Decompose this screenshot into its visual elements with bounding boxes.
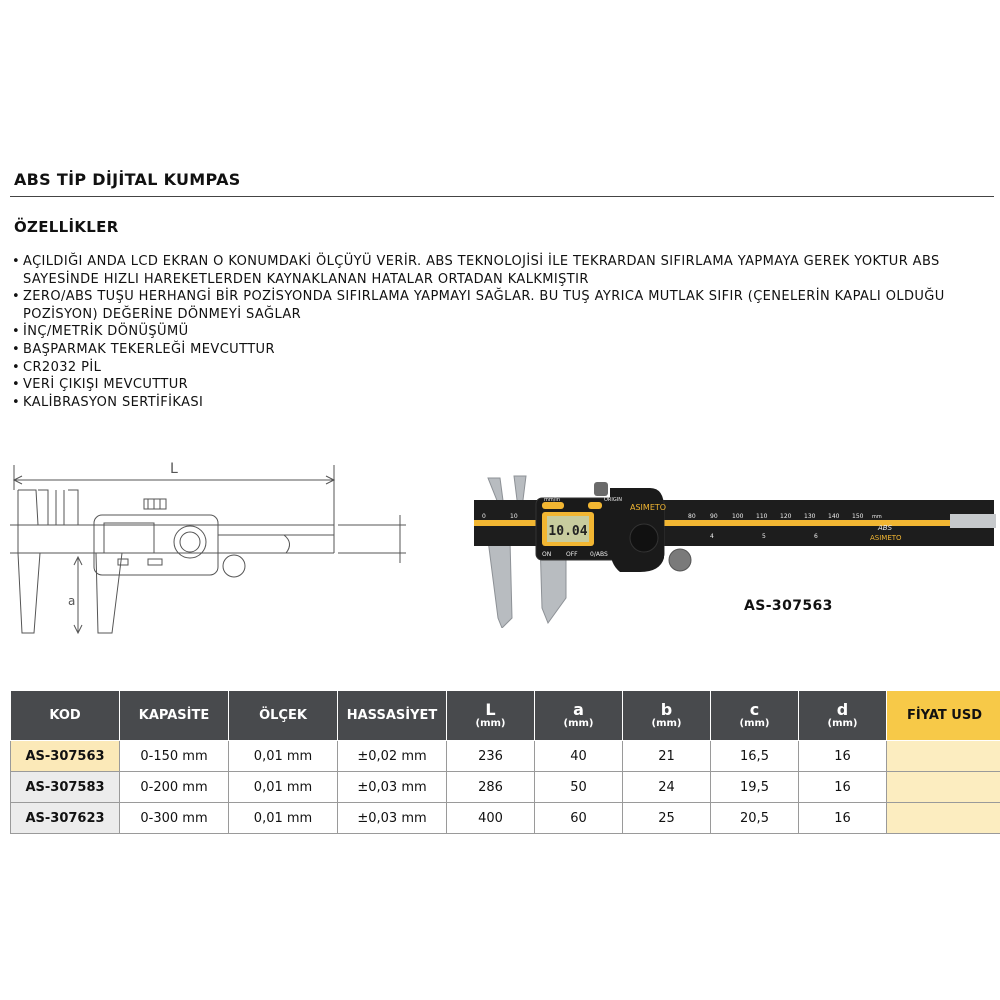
cell-l: 400: [447, 803, 535, 834]
brand-logo-beam: ASIMETO: [870, 534, 902, 542]
photo-product-code: AS-307563: [744, 598, 833, 614]
cell-capacity: 0-150 mm: [120, 741, 229, 772]
bullet: •: [12, 341, 21, 357]
cell-a: 40: [535, 741, 623, 772]
column-header: HASSASİYET: [338, 691, 447, 741]
inch-tick-label: 6: [814, 533, 818, 540]
cell-d: 16: [799, 741, 887, 772]
cell-c: 19,5: [711, 772, 799, 803]
scale-tick-label: 130: [804, 513, 816, 520]
cell-l: 236: [447, 741, 535, 772]
table-row: [11, 803, 1000, 834]
cell-scale: 0,01 mm: [229, 803, 338, 834]
page-title: ABS TİP DİJİTAL KUMPAS: [14, 170, 241, 189]
scale-unit: mm: [872, 514, 882, 520]
scale-tick-label: 120: [780, 513, 792, 520]
cell-capacity: 0-200 mm: [120, 772, 229, 803]
inch-tick-label: 4: [710, 533, 714, 540]
button-label-mm-in: mm/in: [544, 497, 560, 503]
list-item: [12, 253, 987, 288]
cell-l: 286: [447, 772, 535, 803]
list-item: [12, 341, 987, 359]
cell-code: AS-307583: [11, 772, 120, 803]
cell-b: 25: [623, 803, 711, 834]
cell-c: 20,5: [711, 803, 799, 834]
button-label-off: OFF: [566, 551, 578, 558]
scale-tick-label: 140: [828, 513, 840, 520]
cell-capacity: 0-300 mm: [120, 803, 229, 834]
column-header: a (mm): [535, 691, 623, 741]
cell-b: 24: [623, 772, 711, 803]
feature-text: KALİBRASYON SERTİFİKASI: [23, 394, 204, 410]
cell-price: [887, 803, 1000, 834]
table-header-row: [11, 691, 1000, 741]
scale-tick-label: 90: [710, 513, 718, 520]
scale-tick-label: 10: [510, 513, 518, 520]
cell-accuracy: ±0,03 mm: [338, 772, 447, 803]
column-header: c (mm): [711, 691, 799, 741]
button-label-on: ON: [542, 551, 552, 558]
bullet: •: [12, 394, 21, 410]
scale-tick-label: 150: [852, 513, 864, 520]
column-header: b (mm): [623, 691, 711, 741]
bullet: •: [12, 324, 21, 340]
cell-code: AS-307623: [11, 803, 120, 834]
scale-tick-label: 100: [732, 513, 744, 520]
features-list: [12, 253, 987, 411]
list-item: [12, 288, 987, 323]
column-header: d (mm): [799, 691, 887, 741]
cell-scale: 0,01 mm: [229, 741, 338, 772]
column-header: ÖLÇEK: [229, 691, 338, 741]
features-heading: ÖZELLİKLER: [14, 218, 119, 236]
column-header-price: FİYAT USD: [887, 691, 1000, 741]
bullet: •: [12, 359, 21, 375]
feature-text: ZERO/ABS TUŞU HERHANGİ BİR POZİSYONDA SIFIRLAMA YAPMAYI SAĞLAR. BU TUŞ AYRICA MUTLAK SIFIR (ÇENELERİN KAPALI OLDUĞU POZİSYON) DEĞERİNE DÖNMEYİ SAĞLAR: [23, 289, 945, 322]
brand-logo-small: ASIMETO: [630, 503, 667, 512]
cell-d: 16: [799, 803, 887, 834]
drawing-label-a: a: [68, 594, 76, 608]
cell-c: 16,5: [711, 741, 799, 772]
feature-text: CR2032 PİL: [23, 359, 102, 375]
cell-code: AS-307563: [11, 741, 120, 772]
feature-text: VERİ ÇIKIŞI MEVCUTTUR: [23, 377, 189, 393]
cell-b: 21: [623, 741, 711, 772]
bullet: •: [12, 377, 21, 393]
lcd-readout: 10.04: [548, 524, 588, 539]
bullet: •: [12, 254, 21, 269]
button-label-origin: ORIGIN: [604, 497, 622, 503]
list-item: [12, 376, 987, 394]
feature-text: AÇILDIĞI ANDA LCD EKRAN O KONUMDAKİ ÖLÇÜYÜ VERİR. ABS TEKNOLOJİSİ İLE TEKRARDAN SIFIRLAMA YAPMAYA GEREK YOKTUR ABS SAYESİNDE HIZLI HAREKETLERDEN KAYNAKLANAN HATALAR ORTADAN KALKMIŞTIR: [23, 254, 940, 287]
cell-price: [887, 741, 1000, 772]
column-header: L (mm): [447, 691, 535, 741]
cell-scale: 0,01 mm: [229, 772, 338, 803]
cell-accuracy: ±0,02 mm: [338, 741, 447, 772]
feature-text: BAŞPARMAK TEKERLEĞİ MEVCUTTUR: [23, 341, 275, 357]
scale-tick-label: 80: [688, 513, 696, 520]
cell-price: [887, 772, 1000, 803]
bullet: •: [12, 289, 21, 305]
spec-table: [10, 690, 1000, 834]
table-row: [11, 772, 1000, 803]
drawing-label-l: L: [170, 461, 178, 477]
abs-mark: ABS: [878, 524, 893, 532]
scale-tick-label: 0: [482, 513, 486, 520]
scale-tick-label: 110: [756, 513, 768, 520]
cell-d: 16: [799, 772, 887, 803]
cell-accuracy: ±0,03 mm: [338, 803, 447, 834]
list-item: [12, 394, 987, 412]
feature-text: İNÇ/METRİK DÖNÜŞÜMÜ: [23, 324, 189, 340]
caliper-technical-drawing: [8, 455, 418, 655]
button-label-abs: 0/ABS: [590, 551, 608, 558]
cell-a: 60: [535, 803, 623, 834]
digital-caliper-image: [470, 468, 1000, 628]
inch-tick-label: 5: [762, 533, 766, 540]
title-divider: [10, 196, 994, 197]
list-item: [12, 359, 987, 377]
column-header: KOD: [11, 691, 120, 741]
column-header: KAPASİTE: [120, 691, 229, 741]
cell-a: 50: [535, 772, 623, 803]
list-item: [12, 323, 987, 341]
table-row: [11, 741, 1000, 772]
